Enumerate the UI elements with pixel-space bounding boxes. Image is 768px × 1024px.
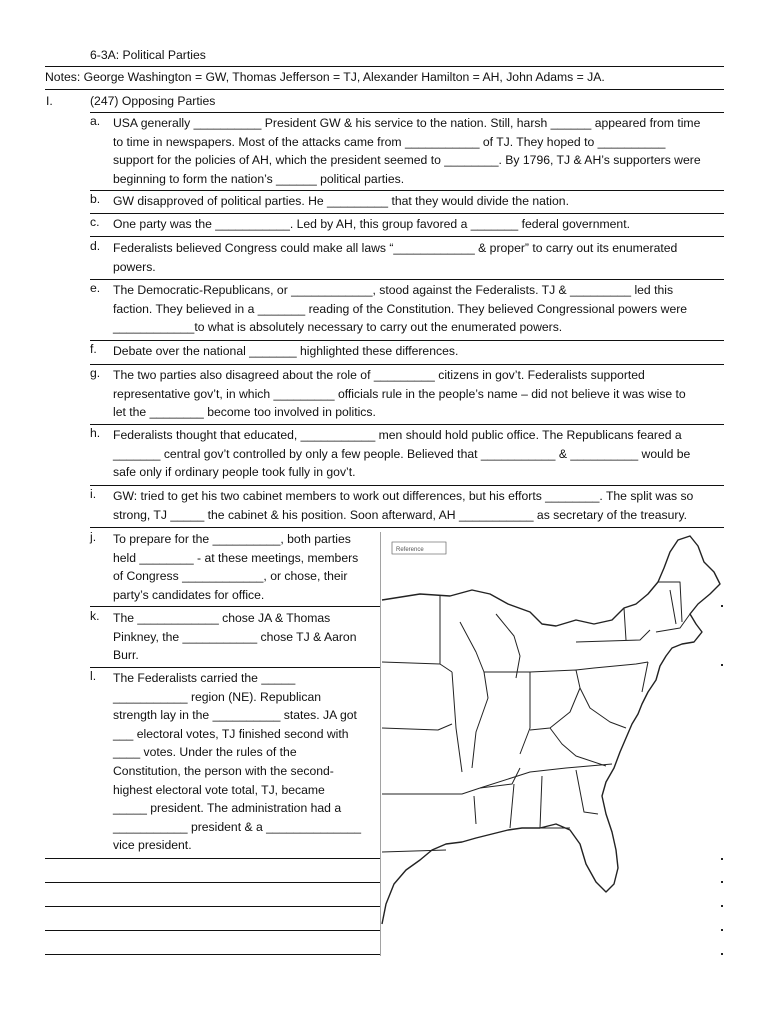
divider xyxy=(90,236,724,237)
divider xyxy=(90,606,380,607)
item-letter: k. xyxy=(90,609,100,623)
divider xyxy=(90,213,724,214)
section-number: I. xyxy=(46,94,53,108)
item-text: USA generally __________ President GW & his service to the nation. Still, harsh ______ appeared from time to time in newspapers. Most of the attacks came from ___________ of TJ. They hoped to __________ support for the policies of AH, which the president seemed to ________. By 1796, TJ & AH’s supporters were beginning to form the nation’s ______ political parties. xyxy=(113,116,701,186)
divider xyxy=(45,66,724,67)
item-letter: e. xyxy=(90,281,101,295)
divider xyxy=(90,279,724,280)
divider xyxy=(90,424,724,425)
item-letter: h. xyxy=(90,426,101,440)
item-letter: b. xyxy=(90,192,101,206)
divider xyxy=(90,667,380,668)
divider xyxy=(45,89,724,90)
item-letter: i. xyxy=(90,487,97,501)
eastern-us-outline-map xyxy=(380,532,724,956)
item-text: The ____________ chose JA & Thomas Pinkney, the ___________ chose TJ & Aaron Burr. xyxy=(113,611,357,663)
item-letter: a. xyxy=(90,114,101,128)
worksheet-title: 6-3A: Political Parties xyxy=(90,48,206,62)
divider xyxy=(90,364,724,365)
item-letter: j. xyxy=(90,530,97,544)
divider xyxy=(90,527,724,528)
item-letter: c. xyxy=(90,215,100,229)
item-letter: d. xyxy=(90,239,101,253)
state-borders xyxy=(382,582,690,852)
item-text: The Federalists carried the _____ ___________ region (NE). Republican strength lay in the __________ states. JA got ___ electoral votes, TJ finished second with ____ votes. Under the rules of the Constitution, the person with the second- highest electoral vote total, TJ, became _____ president. The administration had a ___________ president & a ______________ vice president. xyxy=(113,671,362,853)
divider xyxy=(90,485,724,486)
item-text: Federalists thought that educated, ___________ men should hold public office. The Republicans feared a _______ central gov’t controlled by only a few people. Believed that ___________ & __________ would be safe only if ordinary people took fully in gov’t. xyxy=(113,428,691,480)
writing-line xyxy=(45,930,380,931)
item-letter: l. xyxy=(90,669,97,683)
writing-line xyxy=(45,906,380,907)
item-text: Debate over the national _______ highlighted these differences. xyxy=(113,344,459,358)
item-text: GW disapproved of political parties. He _________ that they would divide the nation. xyxy=(113,194,569,208)
item-text: One party was the ___________. Led by AH, this group favored a _______ federal government. xyxy=(113,217,630,231)
item-text: The Democratic-Republicans, or ____________, stood against the Federalists. TJ & _________ led this faction. They believed in a _______ reading of the Constitution. They believed Congressional powers were ____________to what is absolutely necessary to carry out the enumerated powers. xyxy=(113,283,688,335)
abbreviation-notes: Notes: George Washington = GW, Thomas Jefferson = TJ, Alexander Hamilton = AH, John Adams = JA. xyxy=(45,70,605,84)
item-text: GW: tried to get his two cabinet members to work out differences, but his efforts ________. The split was so strong, TJ _____ the cabinet & his position. Soon afterward, AH ___________ as secretary of the treasury. xyxy=(113,489,694,522)
writing-line xyxy=(45,882,380,883)
section-title: (247) Opposing Parties xyxy=(90,94,216,108)
item-text: Federalists believed Congress could make all laws “____________ & proper” to carry out its enumerated powers. xyxy=(113,241,678,274)
divider xyxy=(90,112,724,113)
map-legend-label: Reference xyxy=(396,547,424,553)
item-letter: g. xyxy=(90,366,101,380)
item-text: To prepare for the __________, both parties held ________ - at these meetings, members of Congress ____________, or chose, their party’s candidates for office. xyxy=(113,532,359,602)
map-legend-box xyxy=(392,542,446,554)
item-text: The two parties also disagreed about the role of _________ citizens in gov’t. Federalists supported representative gov’t, in which _________ officials rule in the people’s name – did not believe it was wise to let the ________ become too involved in politics. xyxy=(113,368,686,420)
writing-line xyxy=(45,858,380,859)
divider xyxy=(90,340,724,341)
divider xyxy=(90,190,724,191)
writing-line xyxy=(45,954,380,955)
item-letter: f. xyxy=(90,342,97,356)
